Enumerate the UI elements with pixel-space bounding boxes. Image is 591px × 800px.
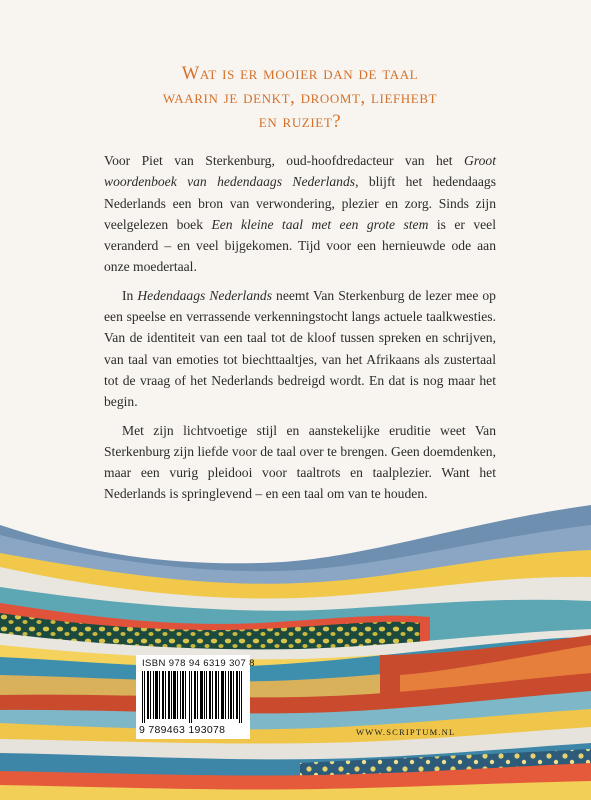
blurb-paragraph-2 [104, 285, 496, 413]
blurb-paragraph-3: Met zijn lichtvoetige stijl en aanstekelijke eruditie weet Van Sterkenburg zijn liefde voor de taal over te brengen. Geen doemdenken, maar een vurig pleidooi voor taaltrots en taalplezier. Want het Nederlands is springlevend – en een taal om van te houden. [104, 422, 496, 502]
headline [60, 62, 540, 134]
text-span: is er veel veranderd – en veel bijgekomen. Tijd voor een hernieuwde ode aan onze moedertaal. [104, 216, 496, 275]
text-span: Voor Piet van Sterkenburg, oud-hoofdredacteur van het [104, 153, 465, 168]
text-span: neemt Van Sterkenburg de lezer mee op een speelse en verrassende verkenningstocht langs actuele taalkwesties. Van de identiteit van een taal tot de kloof tussen spreken en schrijven, van taal van emoties tot biechttaaltjes, van het Afrikaans als zustertaal tot de vraag of het Nederlands bedreigd wordt. En dat is nog maar het begin. [104, 287, 496, 410]
headline-line: waarin je denkt, droomt, liefhebt [162, 88, 438, 108]
text-span: In [122, 287, 138, 303]
book-title: Een kleine taal met een grote stem [211, 216, 429, 232]
isbn-digits: 9 789463 193078 [139, 724, 226, 736]
paper-waves-illustration [0, 505, 591, 800]
headline-line: en ruziet? [258, 112, 342, 132]
blurb-paragraph-1 [104, 150, 496, 278]
text-span: , blijft het hedendaags Nederlands een bron van verwondering, plezier en zorg. Sinds zijn veelgelezen boek [104, 174, 496, 232]
headline-line: Wat is er mooier dan de taal [181, 64, 419, 84]
barcode [136, 655, 255, 739]
book-title: Hedendaags Nederlands [137, 287, 273, 303]
book-title: Groot woordenboek van hedendaags Nederlands [104, 153, 496, 190]
publisher-website[interactable]: WWW.SCRIPTUM.NL [356, 727, 456, 737]
isbn-label: ISBN 978 94 6319 307 8 [142, 658, 255, 669]
blurb [104, 150, 496, 512]
barcode-bars [140, 671, 246, 723]
